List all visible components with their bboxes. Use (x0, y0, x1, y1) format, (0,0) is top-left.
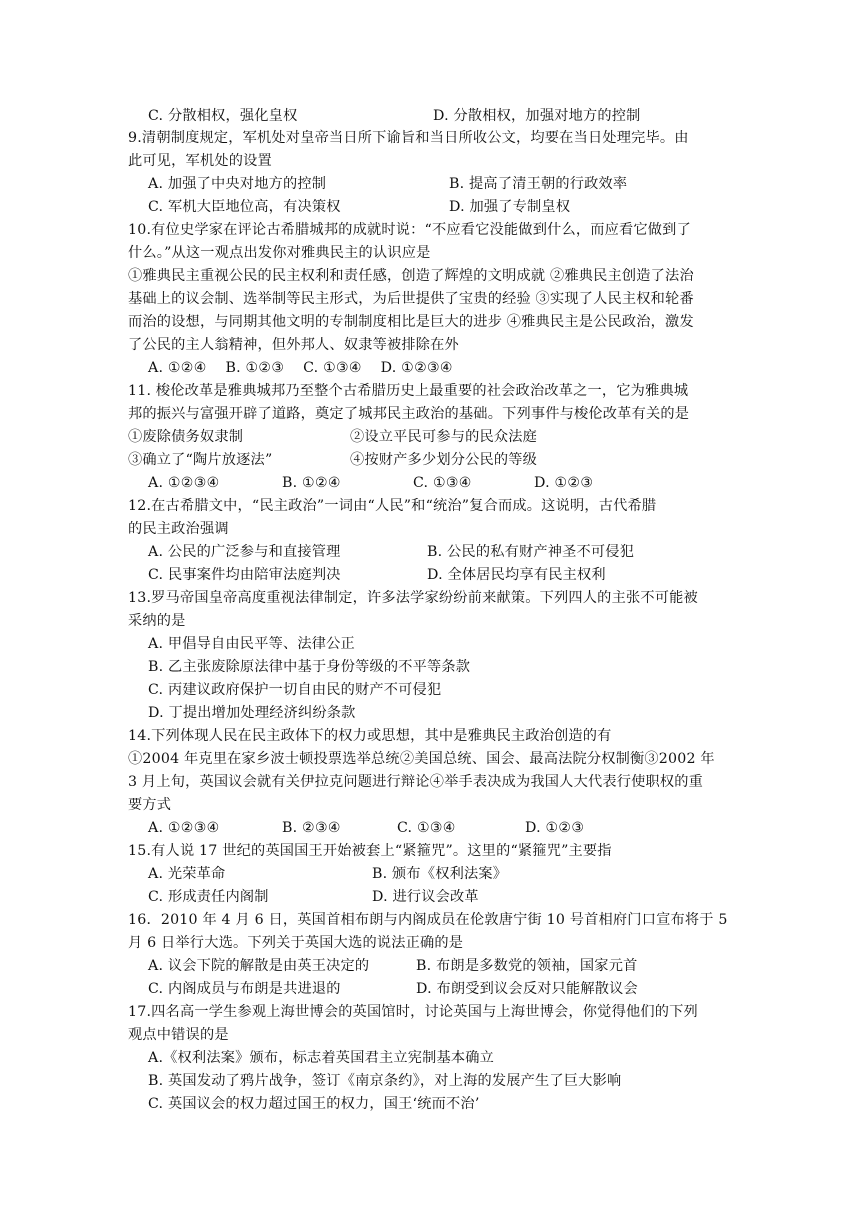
q15-option-a: A. 光荣革命 (148, 866, 226, 882)
q11-option-b: B. ①②④ (282, 475, 341, 491)
q14-option-a: A. ①②③④ (148, 820, 220, 836)
q17-option-a: A.《权利法案》颁布，标志着英国君主立宪制基本确立 (148, 1050, 495, 1066)
q10-stem-line: 基础上的议会制、选举制等民主形式，为后世提供了宝贵的经验 ③实现了人民主权和轮番 (128, 291, 694, 307)
q11-item-2: ②设立平民可参与的民众法庭 (350, 429, 538, 445)
q14-option-b: B. ②③④ (282, 820, 341, 836)
q12-stem-line: 12.在古希腊文中，“民主政治”一词由“人民”和“统治”复合而成。这说明，古代希腊 (128, 498, 657, 514)
q14-stem-line: ①2004 年克里在家乡波士顿投票选举总统②美国总统、国会、最高法院分权制衡③2002 年 (128, 751, 715, 767)
q13-option-b: B. 乙主张废除原法律中基于身份等级的不平等条款 (148, 659, 471, 675)
q11-stem-line: 11. 梭伦改革是雅典城邦乃至整个古希腊历史上最重要的社会政治改革之一，它为雅典城 (128, 383, 689, 399)
q11-item-4: ④按财产多少划分公民的等级 (350, 452, 538, 468)
q13-stem-line: 采纳的是 (128, 613, 186, 629)
q11-item-3: ③确立了“陶片放逐法” (128, 452, 273, 468)
q15-option-c: C. 形成责任内阁制 (148, 889, 269, 905)
q15-option-b: B. 颁布《权利法案》 (372, 866, 508, 882)
q13-stem-line: 13.罗马帝国皇帝高度重视法律制定，许多法学家纷纷前来献策。下列四人的主张不可能被 (128, 590, 698, 606)
q12-option-c: C. 民事案件均由陪审法庭判决 (148, 567, 341, 583)
q12-option-d: D. 全体居民均享有民主权利 (427, 567, 606, 583)
q16-option-c: C. 内阁成员与布朗是共进退的 (148, 981, 341, 997)
q9-stem-line: 此可见，军机处的设置 (128, 153, 272, 169)
q11-item-1: ①废除债务奴隶制 (128, 429, 244, 445)
q9-stem-line: 9.清朝制度规定，军机处对皇帝当日所下谕旨和当日所收公文，均要在当日处理完毕。由 (128, 130, 689, 146)
q14-stem-line: 要方式 (128, 797, 172, 813)
q10-stem-line: 10.有位史学家在评论古希腊城邦的成就时说：“不应看它没能做到什么，而应看它做到了 (128, 222, 691, 238)
q17-stem-line: 观点中错误的是 (128, 1027, 229, 1043)
q16-option-b: B. 布朗是多数党的领袖，国家元首 (416, 958, 638, 974)
q17-option-c: C. 英国议会的权力超过国王的权力，国王‘统而不治’ (148, 1096, 480, 1112)
q9-option-a: A. 加强了中央对地方的控制 (148, 176, 327, 192)
q8-option-c: C. 分散相权，强化皇权 (148, 108, 298, 124)
q14-option-d: D. ①②③ (525, 820, 585, 836)
q11-option-c: C. ①③④ (413, 475, 472, 491)
q13-option-a: A. 甲倡导自由民平等、法律公正 (148, 636, 355, 652)
q11-option-d: D. ①②③ (534, 475, 594, 491)
q12-stem-line: 的民主政治强调 (128, 521, 229, 537)
q11-stem-line: 邦的振兴与富强开辟了道路，奠定了城邦民主政治的基础。下列事件与梭伦改革有关的是 (128, 406, 690, 422)
q13-option-d: D. 丁提出增加处理经济纠纷条款 (148, 705, 356, 721)
q10-stem-line: 而治的设想，与同期其他文明的专制制度相比是巨大的进步 ④雅典民主是公民政治，激发 (128, 314, 694, 330)
q13-option-c: C. 丙建议政府保护一切自由民的财产不可侵犯 (148, 682, 442, 698)
q14-stem-line: 14.下列体现人民在民主政体下的权力或思想，其中是雅典民主政治创造的有 (128, 728, 612, 744)
q12-option-a: A. 公民的广泛参与和直接管理 (148, 544, 341, 560)
q9-option-d: D. 加强了专制皇权 (449, 199, 571, 215)
q14-option-c: C. ①③④ (397, 820, 456, 836)
q15-stem-line: 15.有人说 17 世纪的英国国王开始被套上“紧箍咒”。这里的“紧箍咒”主要指 (128, 843, 612, 859)
q16-stem-line: 16．2010 年 4 月 6 日，英国首相布朗与内阁成员在伦敦唐宁街 10 号首相府门口宣布将于 5 (128, 912, 728, 928)
q17-option-b: B. 英国发动了鸦片战争，签订《南京条约》，对上海的发展产生了巨大影响 (148, 1073, 622, 1089)
q9-option-b: B. 提高了清王朝的行政效率 (449, 176, 628, 192)
q10-options: A. ①②④ B. ①②③ C. ①③④ D. ①②③④ (148, 360, 453, 376)
q16-option-d: D. 布朗受到议会反对只能解散议会 (416, 981, 638, 997)
q14-stem-line: 3 月上旬，英国议会就有关伊拉克问题进行辩论④举手表决成为我国人大代表行使职权的重 (128, 774, 704, 790)
q10-stem-line: 了公民的主人翁精神，但外邦人、奴隶等被排除在外 (128, 337, 459, 353)
q16-option-a: A. 议会下院的解散是由英王决定的 (148, 958, 370, 974)
q9-option-c: C. 军机大臣地位高，有决策权 (148, 199, 341, 215)
q10-stem-line: 什么。”从这一观点出发你对雅典民主的认识应是 (128, 245, 431, 261)
q11-option-a: A. ①②③④ (148, 475, 220, 491)
q8-option-d: D. 分散相权，加强对地方的控制 (433, 108, 641, 124)
q16-stem-line: 月 6 日举行大选。下列关于英国大选的说法正确的是 (128, 935, 464, 951)
q15-option-d: D. 进行议会改革 (372, 889, 479, 905)
q17-stem-line: 17.四名高一学生参观上海世博会的英国馆时，讨论英国与上海世博会，你觉得他们的下列 (128, 1004, 698, 1020)
q12-option-b: B. 公民的私有财产神圣不可侵犯 (427, 544, 635, 560)
q10-stem-line: ①雅典民主重视公民的民主权利和责任感，创造了辉煌的文明成就 ②雅典民主创造了法治 (128, 268, 694, 284)
